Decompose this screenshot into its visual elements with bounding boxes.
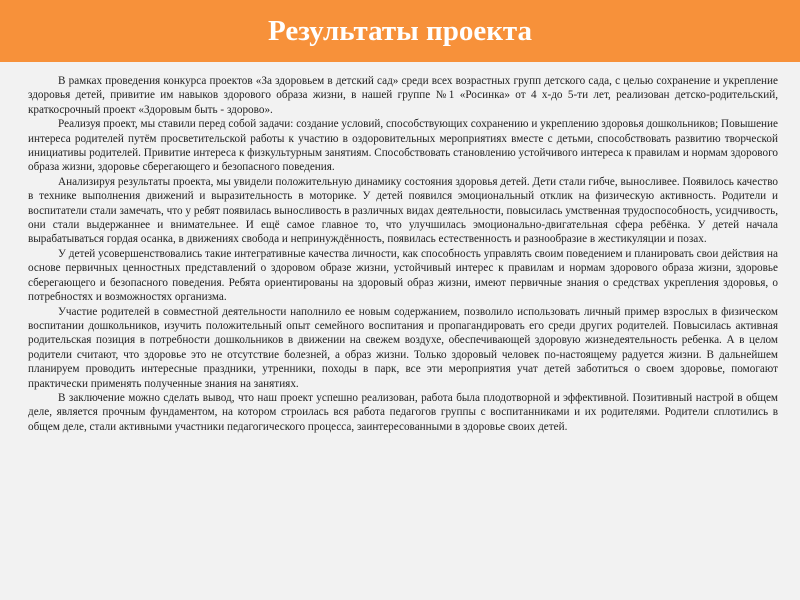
paragraph-intro: В рамках проведения конкурса проектов «За здоровьем в детский сад» среди всех возрастных групп детского сада, с целью сохранение и укрепление здоровья детей, привитие им навыков здорового образа жизни, в нашей группе №1 «Росинка» от 4 х-до 5-ти лет, реализован детско-родительский, краткосрочный проект «Здоровым быть - здорово». — [28, 75, 778, 116]
paragraph-analysis: Анализируя результаты проекта, мы увидели положительную динамику состояния здоровья детей. Дети стали гибче, выносливее. Появилось качество в технике выполнения движений и выразительность в моторике. У детей появился эмоциональный отклик на физическую активность. Родители и воспитатели стали замечать, что у ребят появилась выносливость в различных видах деятельности, повысилась умственная трудоспособность, усидчивость, они стали выдержаннее и внимательнее. И ещё самое главное то, что улучшилась эмоционально-двигательная сфера ребёнка. У детей начала вырабатываться гордая осанка, в движениях свобода и непринуждённость, появилась естественность и разнообразие в жестикуляции и позах. — [28, 175, 778, 246]
body-text — [28, 74, 778, 434]
paragraph-parents: Участие родителей в совместной деятельности наполнило ее новым содержанием, позволило использовать личный пример взрослых в физическом воспитании дошкольников, изучить положительный опыт семейного воспитания и пропагандировать его среди других родителей. Повысилась активная родительская позиция в потребности дошкольников в движении на свежем воздухе, обеспечивающей здоровую жизнедеятельность ребенка. А в целом родители считают, что здоровье это не отсутствие болезней, а образ жизни. Только здоровый человек по-настоящему радуется жизни. В дальнейшем планируем проводить интересные праздники, утренники, походы в парк, все эти мероприятия учат детей заботиться о своем здоровье, помогают практически применять полученные знания на занятиях. — [28, 305, 778, 390]
paragraph-goals: Реализуя проект, мы ставили перед собой задачи: создание условий, способствующих сохранению и укреплению здоровья дошкольников; Повышение интереса родителей путём просветительской работы к участию в оздоровительных мероприятиях вместе с детьми, способствовать развитию творческой инициативы родителей. Привитие интереса к физкультурным занятиям. Способствовать становлению устойчивого интереса к правилам и нормам здорового образа жизни, здоровье сберегающего и безопасного поведения. — [28, 118, 778, 174]
slide-title: Результаты проекта — [267, 15, 533, 47]
paragraph-conclusion: В заключение можно сделать вывод, что наш проект успешно реализован, работа была плодотворной и эффективной. Позитивный настрой в общем деле, является прочным фундаментом, на котором строилась вся работа педагогов группы с воспитанниками и их родителями. Родители сплотились в общем деле, стали активными участники педагогического процесса, заинтересованными в здоровье своих детей. — [28, 391, 778, 433]
paragraph-qualities: У детей усовершенствовались такие интегративные качества личности, как способность управлять своим поведением и планировать свои действия на основе первичных ценностных представлений о здоровом образе жизни, устойчивый интерес к правилам и нормам здорового образа жизни, здоровье сберегающего и безопасного поведения. Ребята ориентированы на здоровый образ жизни, имеют первичные знания о средствах укрепления здоровья, о потребностях и возможностях организма. — [28, 247, 778, 304]
